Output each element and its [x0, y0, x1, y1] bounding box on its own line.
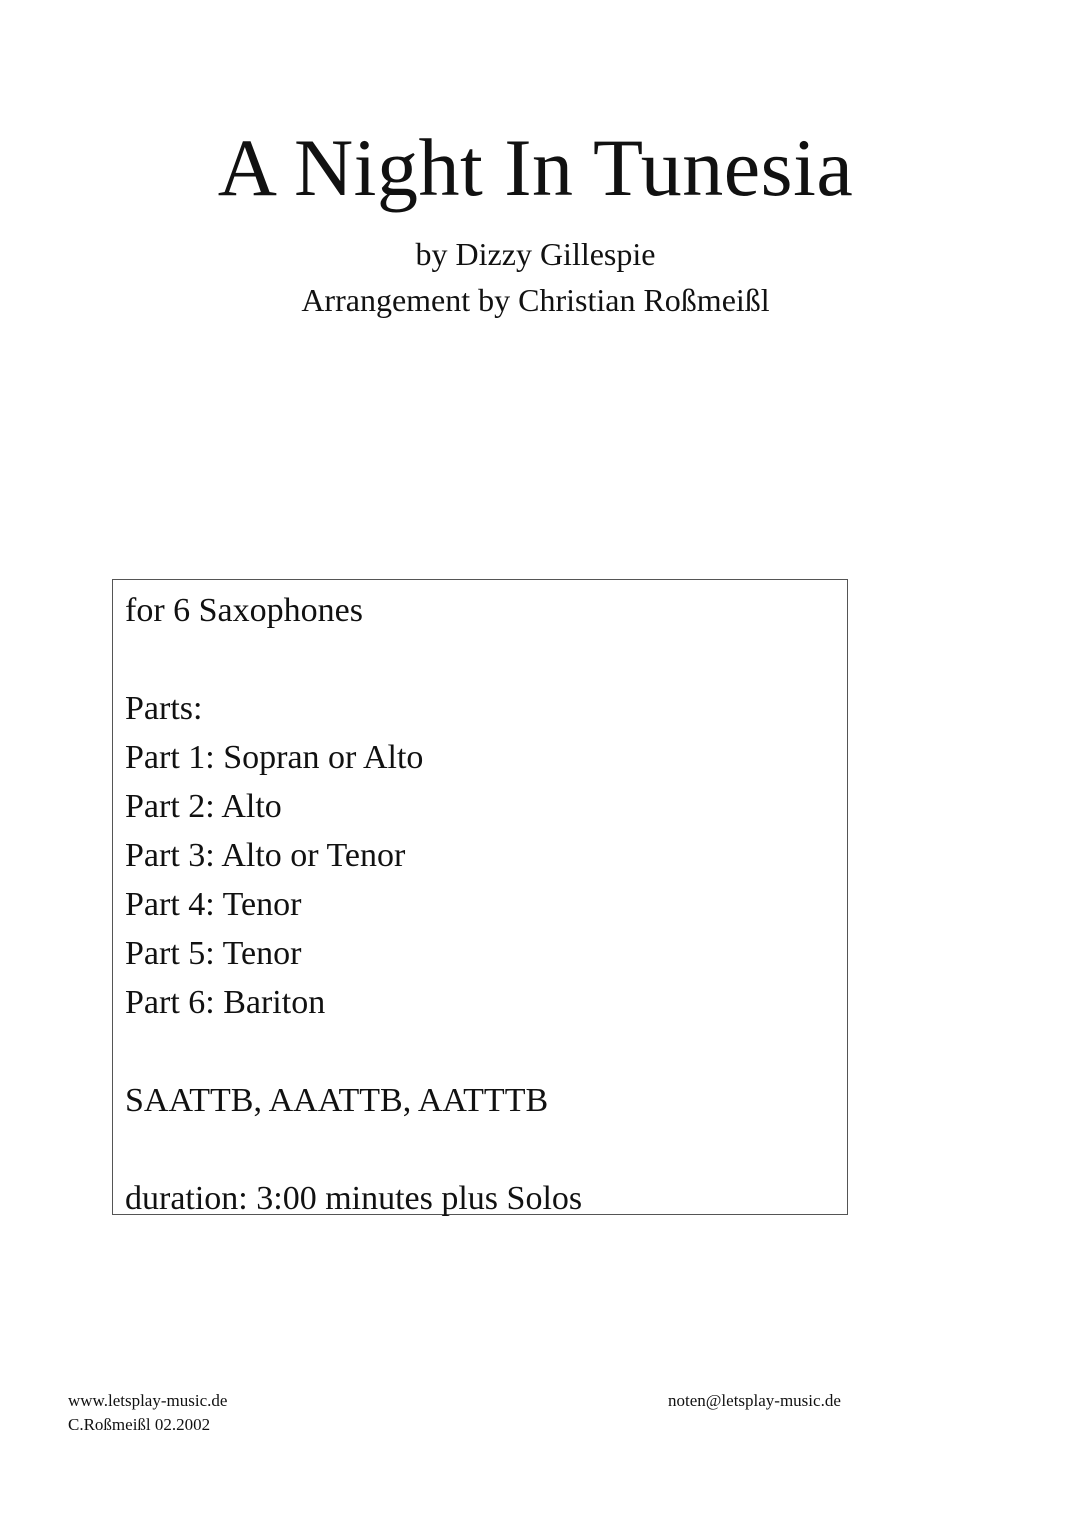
part-item: Part 2: Alto	[125, 788, 282, 825]
duration-text: duration: 3:00 minutes plus Solos	[125, 1180, 583, 1217]
part-item: Part 3: Alto or Tenor	[125, 837, 406, 874]
parts-heading: Parts:	[125, 690, 203, 727]
page-title: A Night In Tunesia	[217, 122, 854, 213]
part-item: Part 4: Tenor	[125, 886, 302, 923]
voicings-text: SAATTB, AAATTB, AATTTB	[125, 1082, 549, 1119]
instrumentation-text: for 6 Saxophones	[125, 592, 363, 629]
composer-credit: by Dizzy Gillespie	[415, 236, 656, 272]
score-info-box	[112, 579, 848, 1215]
footer-right	[668, 1389, 841, 1413]
footer-left	[68, 1389, 227, 1437]
part-item: Part 5: Tenor	[125, 935, 302, 972]
spacer	[125, 635, 835, 684]
spacer	[125, 1125, 835, 1174]
arranger-credit: Arrangement by Christian Roßmeißl	[301, 282, 770, 318]
spacer	[125, 1027, 835, 1076]
copyright-text: C.Roßmeißl 02.2002	[68, 1415, 211, 1434]
email-text: noten@letsplay-music.de	[668, 1391, 841, 1410]
part-item: Part 6: Bariton	[125, 984, 326, 1021]
part-item: Part 1: Sopran or Alto	[125, 739, 424, 776]
website-text: www.letsplay-music.de	[68, 1391, 228, 1410]
